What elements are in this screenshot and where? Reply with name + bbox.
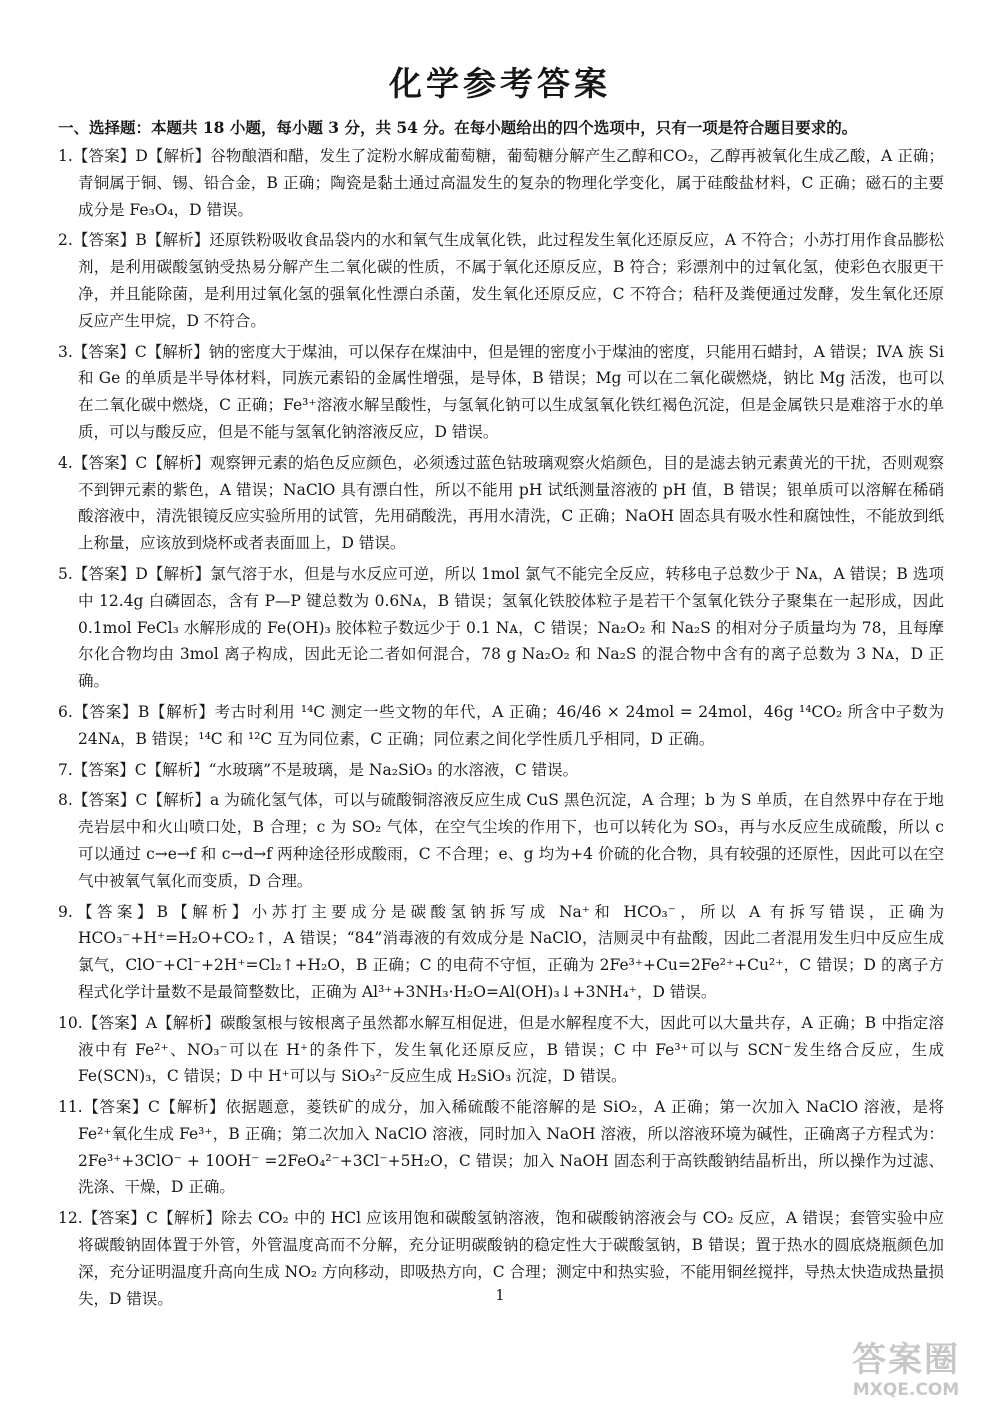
item-text: 【答案】D【解析】氯气溶于水，但是与水反应可逆，所以 1mol 氯气不能完全反应，转移电子总数少于 Nᴀ，A 错误；B 选项中 12.4g 白磷固态，含有 P—P 键总数为 0.6Nᴀ，B 错误；氢氧化铁胶体粒子是若干个氢氧化铁分子聚集在一起形成，因此 0.1mol FeCl₃ 水解形成的 Fe(OH)₃ 胶体粒子数远少于 0.1 Nᴀ，C 错误；Na₂O₂ 和 Na₂S 的相对分子质量均为 78，且每摩尔化合物均由 3mol 离子构成，因此无论二者如何混合，78 g Na₂O₂ 和 Na₂S 的混合物中含有的离子总数为 3 Nᴀ，D 正确。 [72, 564, 944, 691]
answer-item-7 [58, 757, 944, 784]
item-text: 【答案】C【解析】依据题意，菱铁矿的成分，加入稀硫酸不能溶解的是 SiO₂，A 正确；第一次加入 NaClO 溶液，是将 Fe²⁺氧化生成 Fe³⁺，B 正确；第二次加入 NaClO 溶液，同时加入 NaOH 溶液，所以溶液环境为碱性，正确离子方程式为：2Fe³⁺+3ClO⁻ + 10OH⁻ =2FeO₄²⁻+3Cl⁻+5H₂O，C 错误；加入 NaOH 固态利于高铁酸钠结晶析出，所以操作为过滤、洗涤、干燥，D 正确。 [78, 1098, 944, 1197]
answer-item-2 [58, 227, 944, 334]
item-text: 【答案】C【解析】a 为硫化氢气体，可以与硫酸铜溶液反应生成 CuS 黑色沉淀，A 合理；b 为 S 单质，在自然界中存在于地壳岩层中和火山喷口处，B 合理；c 为 SO₂ 气体，在空气尘埃的作用下，也可以转化为 SO₃，再与水反应生成硫酸，所以 c 可以通过 c→e→f 和 c→d→f 两种途径形成酸雨，C 不合理；e、g 均为+4 价硫的化合物，具有较强的还原性，因此可以在空气中被氧气氧化而变质，D 合理。 [72, 791, 944, 890]
page-title: 化学参考答案 [389, 64, 611, 103]
answer-item-10 [58, 1010, 944, 1090]
item-number: 12. [58, 1209, 83, 1228]
item-number: 8. [58, 791, 73, 810]
watermark-logo [826, 1340, 986, 1404]
item-text: 【答案】B【解析】小苏打主要成分是碳酸氢钠拆写成 Na⁺和 HCO₃⁻，所以 A 有拆写错误，正确为 HCO₃⁻+H⁺=H₂O+CO₂↑，A 错误；“84”消毒液的有效成分是 NaClO，洁厕灵中有盐酸，因此二者混用发生归中反应生成氯气，ClO⁻+Cl⁻+2H⁺=Cl₂↑+H₂O，B 正确；C 的电荷不守恒，正确为 2Fe³⁺+Cu=2Fe²⁺+Cu²⁺，C 错误；D 的离子方程式化学计量数不是最简整数比，正确为 Al³⁺+3NH₃·H₂O=Al(OH)₃↓+3NH₄⁺，D 错误。 [72, 902, 944, 1001]
answer-item-6 [58, 699, 944, 753]
watermark-title: 答案圈 [852, 1340, 960, 1380]
item-number: 3. [58, 342, 73, 361]
item-number: 2. [58, 231, 73, 250]
item-number: 11. [58, 1098, 83, 1117]
item-number: 10. [58, 1013, 83, 1032]
answer-item-1 [58, 143, 944, 223]
page-number: 1 [495, 1286, 505, 1304]
item-number: 9. [58, 902, 73, 921]
item-text: 【答案】C【解析】“水玻璃”不是玻璃，是 Na₂SiO₃ 的水溶液，C 错误。 [72, 760, 579, 779]
section-heading: 一、选择题：本题共 18 小题，每小题 3 分，共 54 分。在每小题给出的四个选项中，只有一项是符合题目要求的。 [58, 118, 858, 137]
answer-item-11 [58, 1094, 944, 1201]
answer-list [58, 143, 944, 1316]
item-text: 【答案】C【解析】观察钾元素的焰色反应颜色，必须透过蓝色钴玻璃观察火焰颜色，目的是滤去钠元素黄光的干扰，否则观察不到钾元素的紫色，A 错误；NaClO 具有漂白性，所以不能用 pH 试纸测量溶液的 pH 值，B 错误；银单质可以溶解在稀硝酸溶液中，清洗银镜反应实验所用的试管，先用硝酸洗，再用水清洗，C 正确；NaOH 固态具有吸水性和腐蚀性，不能放到纸上称量，应该放到烧杯或者表面皿上，D 错误。 [72, 453, 944, 553]
item-number: 7. [58, 760, 73, 779]
item-text: 【答案】B【解析】还原铁粉吸收食品袋内的水和氧气生成氧化铁，此过程发生氧化还原反应，A 不符合；小苏打用作食品膨松剂，是利用碳酸氢钠受热易分解产生二氧化碳的性质，不属于氧化还原反应，B 符合；彩漂剂中的过氧化氢，使彩色衣服更干净，并且能除菌，是利用过氧化氢的强氧化性漂白杀菌，发生氧化还原反应，C 不符合；秸秆及粪便通过发酵，发生氧化还原反应产生甲烷，D 不符合。 [72, 231, 944, 330]
answer-item-4 [58, 450, 944, 557]
item-text: 【答案】C【解析】钠的密度大于煤油，可以保存在煤油中，但是锂的密度小于煤油的密度，只能用石蜡封，A 错误；ⅣA 族 Si 和 Ge 的单质是半导体材料，同族元素铅的金属性增强，是导体，B 错误；Mg 可以在二氧化碳燃烧，钠比 Mg 活泼，也可以在二氧化碳中燃烧，C 正确；Fe³⁺溶液水解呈酸性，与氢氧化钠可以生成氢氧化铁红褐色沉淀，但是金属铁只是难溶于水的单质，可以与酸反应，但是不能与氢氧化钠溶液反应，D 错误。 [72, 342, 944, 441]
answer-item-3 [58, 339, 944, 446]
item-text: 【答案】C【解析】除去 CO₂ 中的 HCl 应该用饱和碳酸氢钠溶液，饱和碳酸钠溶液会与 CO₂ 反应，A 错误；套管实验中应将碳酸钠固体置于外管，外管温度高而不分解，充分证明碳酸钠的稳定性大于碳酸氢钠，B 错误；置于热水的圆底烧瓶颜色加深，充分证明温度升高向生成 NO₂ 方向移动，即吸热方向，C 合理；测定中和热实验，不能用铜丝搅拌，导热太快造成热量损失，D 错误。 [78, 1209, 944, 1308]
item-number: 6. [58, 702, 73, 721]
item-number: 5. [58, 564, 73, 583]
item-text: 【答案】D【解析】谷物酿酒和醋，发生了淀粉水解成葡萄糖，葡萄糖分解产生乙醇和CO₂，乙醇再被氧化生成乙酸，A 正确；青铜属于铜、锡、铅合金，B 正确；陶瓷是黏土通过高温发生的复杂的物理化学变化，属于硅酸盐材料，C 正确；磁石的主要成分是 Fe₃O₄，D 错误。 [72, 147, 944, 219]
item-number: 1. [58, 147, 73, 165]
watermark-url: MXQE.COM [852, 1380, 960, 1400]
answer-item-9 [58, 899, 944, 1006]
answer-item-8 [58, 787, 944, 894]
item-text: 【答案】B【解析】考古时利用 ¹⁴C 测定一些文物的年代，A 正确；46/46 × 24mol = 24mol，46g ¹⁴CO₂ 所含中子数为 24Nᴀ，B 错误；¹⁴C 和 ¹²C 互为同位素，C 正确；同位素之间化学性质几乎相同，D 正确。 [72, 702, 944, 748]
item-text: 【答案】A【解析】碳酸氢根与铵根离子虽然都水解互相促进，但是水解程度不大，因此可以大量共存，A 正确；B 中指定溶液中有 Fe²⁺、NO₃⁻可以在 H⁺的条件下，发生氧化还原反应，B 错误；C 中 Fe³⁺可以与 SCN⁻发生络合反应，生成 Fe(SCN)₃，C 错误；D 中 H⁺可以与 SiO₃²⁻反应生成 H₂SiO₃ 沉淀，D 错误。 [78, 1013, 944, 1086]
answer-item-5 [58, 561, 944, 695]
item-number: 4. [58, 453, 73, 472]
